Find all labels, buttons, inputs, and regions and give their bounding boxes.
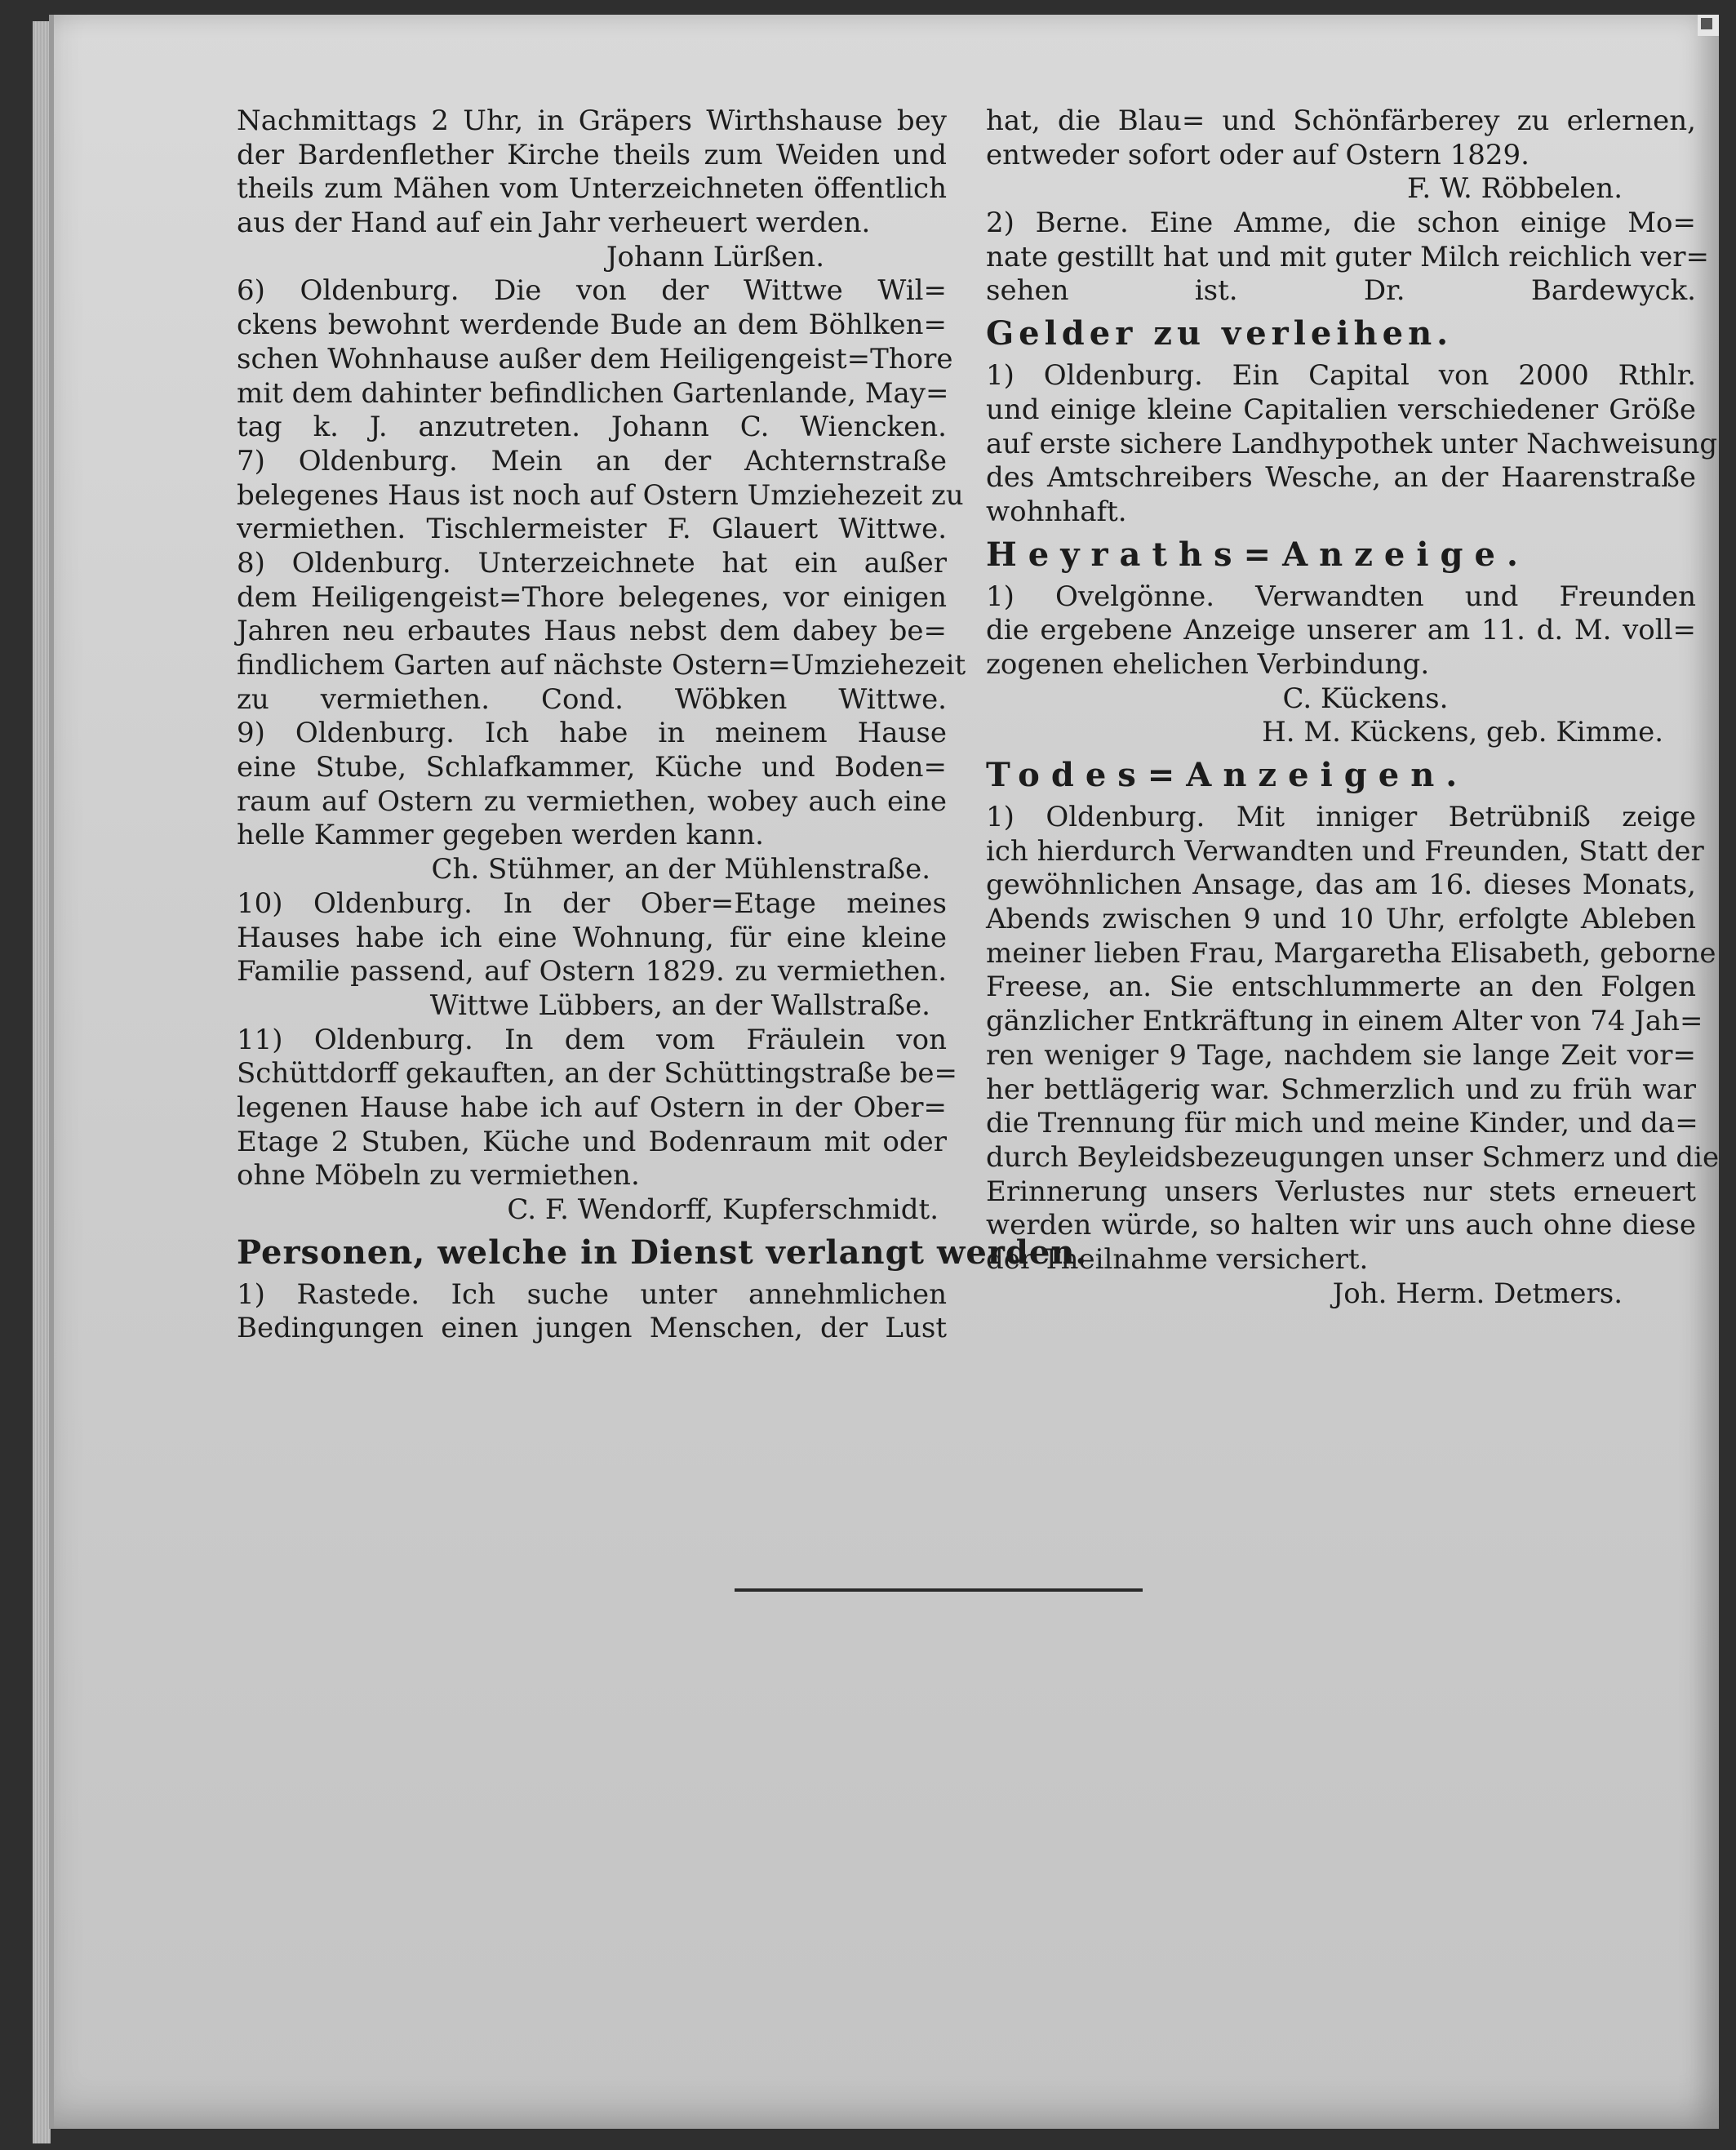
signature: H. M. Kückens, geb. Kimme. xyxy=(1262,716,1663,749)
text-line: Hauses habe ich eine Wohnung, für eine kleine xyxy=(237,921,947,954)
text-line: ohne Möbeln zu vermiethen. xyxy=(237,1159,640,1193)
signature: Joh. Herm. Detmers. xyxy=(1332,1277,1623,1310)
page-stack-edge xyxy=(33,21,51,2143)
section-heading: Heyraths=Anzeige. xyxy=(986,535,1530,574)
text-line: sehen ist. Dr. Bardewyck. xyxy=(986,274,1696,308)
text-line: 8) Oldenburg. Unterzeichnete hat ein außer xyxy=(237,546,947,580)
text-line: theils zum Mähen vom Unterzeichneten öffentlich xyxy=(237,172,947,206)
text-line: ren weniger 9 Tage, nachdem sie lange Zeit vor= xyxy=(986,1038,1696,1072)
text-line: 11) Oldenburg. In dem vom Fräulein von xyxy=(237,1023,947,1056)
text-line: die ergebene Anzeige unserer am 11. d. M. voll= xyxy=(986,614,1696,647)
text-line: 1) Rastede. Ich suche unter annehmlichen xyxy=(237,1277,947,1311)
text-line: meiner lieben Frau, Margaretha Elisabeth, geborne xyxy=(986,936,1716,970)
text-line: die Trennung für mich und meine Kinder, und da= xyxy=(986,1107,1698,1140)
text-line: der Bardenflether Kirche theils zum Weiden und xyxy=(237,138,947,171)
text-line: nate gestillt hat und mit guter Milch reichlich ver= xyxy=(986,240,1710,273)
text-line: Familie passend, auf Ostern 1829. zu vermiethen. xyxy=(237,955,947,988)
text-line: Abends zwischen 9 und 10 Uhr, erfolgte Ableben xyxy=(986,903,1696,936)
text-line: aus der Hand auf ein Jahr verheuert werden. xyxy=(237,207,871,240)
text-line: eine Stube, Schlafkammer, Küche und Boden= xyxy=(237,751,947,784)
text-line: werden würde, so halten wir uns auch ohne diese xyxy=(986,1209,1696,1242)
signature: C. Kückens. xyxy=(1282,682,1449,715)
text-line: durch Beyleidsbezeugungen unser Schmerz und die xyxy=(986,1140,1720,1174)
text-line: Bedingungen einen jungen Menschen, der Lust xyxy=(237,1312,947,1345)
text-line: 6) Oldenburg. Die von der Wittwe Wil= xyxy=(237,274,947,308)
text-line: mit dem dahinter befindlichen Gartenlande, May= xyxy=(237,376,949,410)
text-line: Jahren neu erbautes Haus nebst dem dabey be= xyxy=(237,615,947,648)
signature: Wittwe Lübbers, an der Wallstraße. xyxy=(429,988,930,1022)
section-heading: Gelder zu verleihen. xyxy=(986,314,1454,353)
text-line: raum auf Ostern zu vermiethen, wobey auch eine xyxy=(237,784,947,818)
corner-marker xyxy=(1698,15,1719,36)
text-line: der Theilnahme versichert. xyxy=(986,1242,1369,1276)
text-line: auf erste sichere Landhypothek unter Nachweisung xyxy=(986,427,1718,460)
text-line: dem Heiligengeist=Thore belegenes, vor einigen xyxy=(237,580,947,614)
text-line: ich hierdurch Verwandten und Freunden, Statt der xyxy=(986,834,1704,868)
signature: Johann Lürßen. xyxy=(606,240,824,273)
text-line: belegenes Haus ist noch auf Ostern Umziehezeit zu xyxy=(237,478,964,512)
text-line: 2) Berne. Eine Amme, die schon einige Mo= xyxy=(986,207,1696,240)
text-line: helle Kammer gegeben werden kann. xyxy=(237,819,764,852)
text-line: 9) Oldenburg. Ich habe in meinem Hause xyxy=(237,717,947,750)
text-line: 1) Ovelgönne. Verwandten und Freunden xyxy=(986,580,1696,613)
text-line: zu vermiethen. Cond. Wöbken Wittwe. xyxy=(237,682,947,716)
text-line: entweder sofort oder auf Ostern 1829. xyxy=(986,138,1530,171)
text-line: her bettlägerig war. Schmerzlich und zu früh war xyxy=(986,1073,1696,1106)
text-line: vermiethen. Tischlermeister F. Glauert Wittwe. xyxy=(237,513,947,546)
text-line: Erinnerung unsers Verlustes nur stets erneuert xyxy=(986,1175,1696,1208)
text-line: hat, die Blau= und Schönfärberey zu erlernen, xyxy=(986,104,1696,137)
text-line: 10) Oldenburg. In der Ober=Etage meines xyxy=(237,886,947,920)
text-line: schen Wohnhause außer dem Heiligengeist=Thore xyxy=(237,342,953,375)
signature: C. F. Wendorff, Kupferschmidt. xyxy=(507,1193,939,1226)
signature: F. W. Röbbelen. xyxy=(1407,172,1623,206)
text-line: Etage 2 Stuben, Küche und Bodenraum mit oder xyxy=(237,1125,947,1158)
text-line: findlichem Garten auf nächste Ostern=Umziehezeit xyxy=(237,649,966,682)
text-line: gewöhnlichen Ansage, das am 16. dieses Monats, xyxy=(986,868,1696,902)
section-heading: Todes=Anzeigen. xyxy=(986,756,1469,794)
text-line: 1) Oldenburg. Ein Capital von 2000 Rthlr. xyxy=(986,359,1696,393)
section-heading: Personen, welche in Dienst verlangt werden. xyxy=(237,1233,1088,1272)
text-line: Schüttdorff gekauften, an der Schüttingstraße be= xyxy=(237,1057,958,1091)
text-line: ckens bewohnt werdende Bude an dem Böhlken= xyxy=(237,309,947,342)
text-line: 1) Oldenburg. Mit inniger Betrübniß zeige xyxy=(986,801,1696,833)
text-line: tag k. J. anzutreten. Johann C. Wiencken. xyxy=(237,411,947,444)
text-line: zogenen ehelichen Verbindung. xyxy=(986,647,1430,681)
text-line: und einige kleine Capitalien verschiedener Größe xyxy=(986,393,1696,426)
text-line: legenen Hause habe ich auf Ostern in der Ober= xyxy=(237,1091,947,1124)
text-line: des Amtschreibers Wesche, an der Haarenstraße xyxy=(986,461,1696,495)
right-column xyxy=(986,104,1720,1311)
end-rule xyxy=(735,1588,1143,1592)
text-line: Freese, an. Sie entschlummerte an den Folgen xyxy=(986,971,1696,1004)
text-line: 7) Oldenburg. Mein an der Achternstraße xyxy=(237,444,947,478)
signature: Ch. Stühmer, an der Mühlenstraße. xyxy=(431,853,930,886)
text-line: wohnhaft. xyxy=(986,495,1127,528)
text-line: Nachmittags 2 Uhr, in Gräpers Wirthshause bey xyxy=(237,104,947,137)
text-line: gänzlicher Entkräftung in einem Alter von 74 Jah= xyxy=(986,1005,1703,1038)
